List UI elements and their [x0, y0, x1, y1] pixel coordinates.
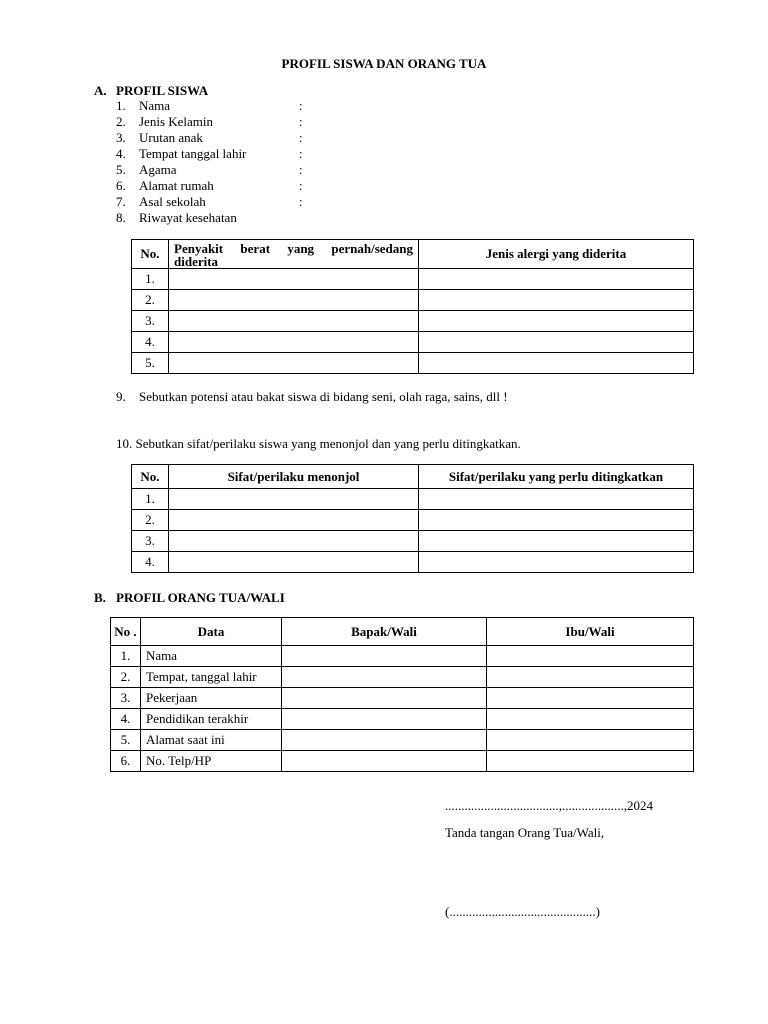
data-label: Nama — [141, 646, 282, 667]
table-row — [132, 269, 694, 290]
field-colon: : — [299, 130, 303, 145]
data-label: Pendidikan terakhir — [141, 709, 282, 730]
field-number: 7. — [116, 194, 126, 209]
behavior-table — [131, 464, 694, 573]
row-number: 1. — [132, 269, 169, 290]
mother-cell[interactable] — [487, 688, 694, 709]
row-number: 1. — [132, 489, 169, 510]
disease-cell[interactable] — [169, 332, 419, 353]
prominent-behavior-cell[interactable] — [169, 510, 419, 531]
field-number: 1. — [116, 98, 126, 113]
field-number: 2. — [116, 114, 126, 129]
question-10 — [116, 436, 521, 452]
row-number: 2. — [111, 667, 141, 688]
allergy-cell[interactable] — [419, 269, 694, 290]
father-cell[interactable] — [282, 730, 487, 751]
table-row — [111, 667, 694, 688]
row-number: 2. — [132, 510, 169, 531]
field-number: 6. — [116, 178, 126, 193]
row-number: 4. — [132, 332, 169, 353]
table-row — [132, 311, 694, 332]
table-row — [132, 531, 694, 552]
field-number: 3. — [116, 130, 126, 145]
field-colon: : — [299, 98, 303, 113]
header-mother: Ibu/Wali — [487, 618, 694, 646]
prominent-behavior-cell[interactable] — [169, 552, 419, 573]
question-9 — [116, 389, 508, 405]
mother-cell[interactable] — [487, 730, 694, 751]
section-a-heading — [94, 83, 208, 99]
table-row — [132, 290, 694, 311]
section-a-letter: A. — [94, 83, 107, 98]
improve-behavior-cell[interactable] — [419, 552, 694, 573]
allergy-cell[interactable] — [419, 353, 694, 374]
student-field — [116, 210, 303, 226]
table-row — [111, 646, 694, 667]
question-9-text: Sebutkan potensi atau bakat siswa di bidang seni, olah raga, sains, dll ! — [139, 389, 508, 404]
student-field — [116, 146, 303, 162]
student-field — [116, 130, 303, 146]
field-label: Tempat tanggal lahir — [139, 146, 247, 161]
row-number: 5. — [132, 353, 169, 374]
section-b-letter: B. — [94, 590, 106, 605]
mother-cell[interactable] — [487, 667, 694, 688]
allergy-cell[interactable] — [419, 332, 694, 353]
data-label: Alamat saat ini — [141, 730, 282, 751]
prominent-behavior-cell[interactable] — [169, 531, 419, 552]
disease-cell[interactable] — [169, 290, 419, 311]
row-number: 5. — [111, 730, 141, 751]
row-number: 1. — [111, 646, 141, 667]
prominent-behavior-cell[interactable] — [169, 489, 419, 510]
health-history-table — [131, 239, 694, 374]
row-number: 3. — [111, 688, 141, 709]
student-field — [116, 98, 303, 114]
table-row — [132, 552, 694, 573]
mother-cell[interactable] — [487, 709, 694, 730]
improve-behavior-cell[interactable] — [419, 531, 694, 552]
data-label: No. Telp/HP — [141, 751, 282, 772]
question-10-number: 10. — [116, 436, 133, 451]
question-9-number: 9. — [116, 389, 126, 404]
header-no: No . — [111, 618, 141, 646]
allergy-cell[interactable] — [419, 311, 694, 332]
page-title: PROFIL SISWA DAN ORANG TUA — [281, 56, 487, 71]
improve-behavior-cell[interactable] — [419, 489, 694, 510]
header-no: No. — [132, 465, 169, 489]
field-number: 8. — [116, 210, 126, 225]
signature-label: Tanda tangan Orang Tua/Wali, — [445, 825, 605, 840]
row-number: 3. — [132, 531, 169, 552]
field-label: Jenis Kelamin — [139, 114, 214, 129]
student-field — [116, 162, 303, 178]
field-label: Riwayat kesehatan — [139, 210, 237, 225]
header-prominent: Sifat/perilaku menonjol — [169, 465, 419, 489]
header-improve: Sifat/perilaku yang perlu ditingkatkan — [419, 465, 694, 489]
section-b-title: PROFIL ORANG TUA/WALI — [116, 590, 285, 605]
father-cell[interactable] — [282, 667, 487, 688]
row-number: 4. — [132, 552, 169, 573]
father-cell[interactable] — [282, 709, 487, 730]
table-row — [111, 709, 694, 730]
disease-cell[interactable] — [169, 311, 419, 332]
row-number: 6. — [111, 751, 141, 772]
row-number: 4. — [111, 709, 141, 730]
father-cell[interactable] — [282, 751, 487, 772]
father-cell[interactable] — [282, 646, 487, 667]
parent-profile-table — [110, 617, 694, 772]
field-label: Asal sekolah — [139, 194, 206, 209]
table-row — [111, 730, 694, 751]
table-row — [111, 751, 694, 772]
field-colon: : — [299, 162, 303, 177]
field-label: Nama — [139, 98, 171, 113]
field-label: Agama — [139, 162, 177, 177]
student-field — [116, 178, 303, 194]
table-row — [132, 332, 694, 353]
student-field-list — [116, 98, 303, 226]
student-field — [116, 194, 303, 210]
disease-cell[interactable] — [169, 269, 419, 290]
data-label: Tempat, tanggal lahir — [141, 667, 282, 688]
field-colon: : — [299, 114, 303, 129]
improve-behavior-cell[interactable] — [419, 510, 694, 531]
question-10-text: Sebutkan sifat/perilaku siswa yang menonjol dan yang perlu ditingkatkan. — [135, 436, 521, 451]
table-row — [132, 510, 694, 531]
field-label: Urutan anak — [139, 130, 203, 145]
header-father: Bapak/Wali — [282, 618, 487, 646]
field-colon: : — [299, 178, 303, 193]
header-disease: Penyakit berat yang pernah/sedang diderita — [169, 240, 419, 269]
table-row — [132, 489, 694, 510]
field-number: 4. — [116, 146, 126, 161]
mother-cell[interactable] — [487, 646, 694, 667]
table-row — [111, 688, 694, 709]
disease-cell[interactable] — [169, 353, 419, 374]
father-cell[interactable] — [282, 688, 487, 709]
section-a-title: PROFIL SISWA — [116, 83, 209, 98]
row-number: 3. — [132, 311, 169, 332]
header-no: No. — [132, 240, 169, 269]
field-label: Alamat rumah — [139, 178, 214, 193]
section-b-heading — [94, 590, 285, 606]
table-row — [132, 353, 694, 374]
field-colon: : — [299, 146, 303, 161]
allergy-cell[interactable] — [419, 290, 694, 311]
field-colon: : — [299, 194, 303, 209]
field-number: 5. — [116, 162, 126, 177]
header-data: Data — [141, 618, 282, 646]
signature-name-line: (.............................................) — [445, 904, 600, 919]
mother-cell[interactable] — [487, 751, 694, 772]
data-label: Pekerjaan — [141, 688, 282, 709]
signature-date-line: ...................................,...................,2024 — [445, 798, 653, 813]
student-field — [116, 114, 303, 130]
row-number: 2. — [132, 290, 169, 311]
header-allergy: Jenis alergi yang diderita — [419, 240, 694, 269]
